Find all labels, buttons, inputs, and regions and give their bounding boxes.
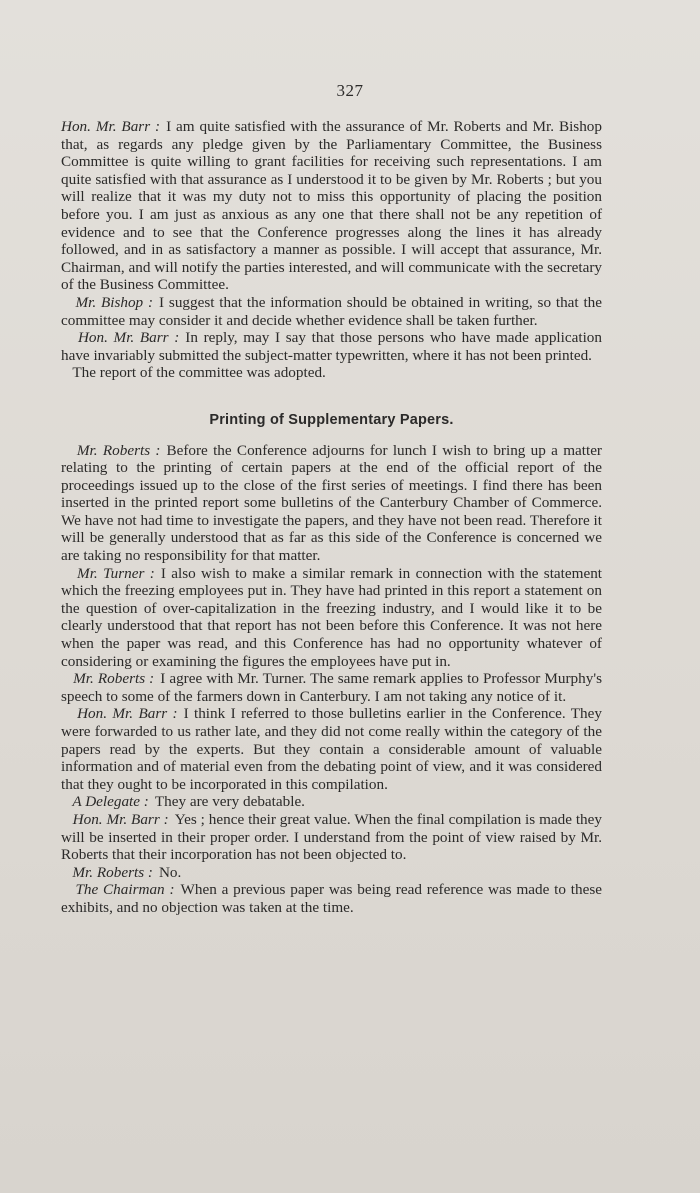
body-text bbox=[61, 118, 602, 917]
speaker-name: Mr. Roberts : bbox=[73, 670, 155, 688]
paragraph-text: When a previous paper was being read reference was made to these exhibits, and no objection was taken at the time. bbox=[61, 881, 603, 916]
speaker-name: Hon. Mr. Barr : bbox=[72, 810, 169, 828]
page-number: 327 bbox=[336, 81, 364, 100]
speaker-name: Mr. Roberts : bbox=[72, 863, 153, 881]
paragraph-text: Before the Conference adjourns for lunch I wish to bring up a matter relating to the printing of certain papers at the end of the official report of the proceedings issued up to the close of the first series of meetings. I find there has been inserted in the printed report some bulletins of the Canterbury Chamber of Commerce. We have not had time to investigate the papers, and they have not been read. Therefore it will be generally understood that as far as this side of the Conference is concerned we are taking no responsibility for that matter. bbox=[61, 441, 602, 565]
paragraph-text: In reply, may I say that those persons who have made application have invariably submitted the subject-matter typewritten, where it has not been printed. bbox=[61, 329, 602, 364]
paragraph bbox=[61, 881, 602, 916]
paragraph-text: The report of the committee was adopted. bbox=[72, 364, 326, 382]
paragraph-text: I agree with Mr. Turner. The same remark applies to Professor Murphy's speech to some of the farmers down in Canterbury. I am not taking any notice of it. bbox=[61, 670, 602, 705]
paragraph-text: I also wish to make a similar remark in connection with the statement which the freezing employees put in. They have had printed in this report a statement on the question of over-capitalization in the freezing industry, and I would like it to be clearly understood that that report has not been before this Conference. It was not here when the paper was read, and this Conference has had no opportunity whatever of considering or examining the figures the employees have put in. bbox=[61, 564, 603, 670]
speaker-name: The Chairman : bbox=[75, 881, 175, 899]
section-heading: Printing of Supplementary Papers. bbox=[209, 411, 454, 428]
speaker-name: Hon. Mr. Barr : bbox=[77, 705, 178, 723]
paragraph-text: I suggest that the information should be obtained in writing, so that the committee may consider it and decide whether evidence shall be taken further. bbox=[61, 293, 603, 329]
paragraphs-after-heading bbox=[61, 442, 602, 917]
paragraph-text: They are very debatable. bbox=[154, 793, 305, 811]
paragraph-text: I am quite satisfied with the assurance of Mr. Roberts and Mr. Bishop that, as regards any pledge given by the Parliamentary Committee, the Business Committee is quite willing to grant facilities for receiving such representations. I am quite satisfied with that assurance as I understood it to be given by Mr. Roberts ; but you will realize that it was my duty not to miss this opportunity of placing the position before you. I am just as anxious as any one that there shall not be any repetition of evidence and to see that the Conference progresses along the lines it has already followed, and in as satisfactory a manner as possible. I will accept that assurance, Mr. Chairman, and will notify the parties interested, and will communicate with the secretary of the Business Committee. bbox=[61, 118, 602, 294]
paragraph bbox=[61, 442, 602, 565]
speaker-name: Mr. Roberts : bbox=[76, 441, 161, 459]
paragraph-text: No. bbox=[158, 863, 182, 881]
paragraph bbox=[61, 793, 602, 811]
speaker-name: Hon. Mr. Barr : bbox=[77, 329, 180, 347]
speaker-name: A Delegate : bbox=[72, 793, 149, 811]
paragraph bbox=[61, 329, 602, 364]
paragraphs-before-heading bbox=[61, 118, 602, 382]
speaker-name: Mr. Turner : bbox=[77, 564, 155, 582]
paragraph bbox=[61, 565, 602, 671]
speaker-name: Hon. Mr. Barr : bbox=[61, 118, 161, 135]
paragraph bbox=[61, 670, 602, 705]
paragraph bbox=[61, 811, 602, 864]
paragraph-text: Yes ; hence their great value. When the final compilation is made they will be inserted in their proper order. I understand from the point of view raised by Mr. Roberts that their incorporation has not been objected to. bbox=[61, 810, 602, 864]
paragraph bbox=[61, 864, 602, 882]
paragraph bbox=[61, 118, 602, 294]
speaker-name: Mr. Bishop : bbox=[75, 293, 154, 311]
paragraph bbox=[61, 705, 602, 793]
paragraph-text: I think I referred to those bulletins earlier in the Conference. They were forwarded to us rather late, and they did not come really within the category of the papers read by the experts. But they contain a considerable amount of valuable information and of material even from the debating point of view, and it was considered that they ought to be incorporated in this compilation. bbox=[61, 705, 602, 793]
paragraph bbox=[61, 294, 602, 329]
paragraph bbox=[61, 364, 602, 382]
